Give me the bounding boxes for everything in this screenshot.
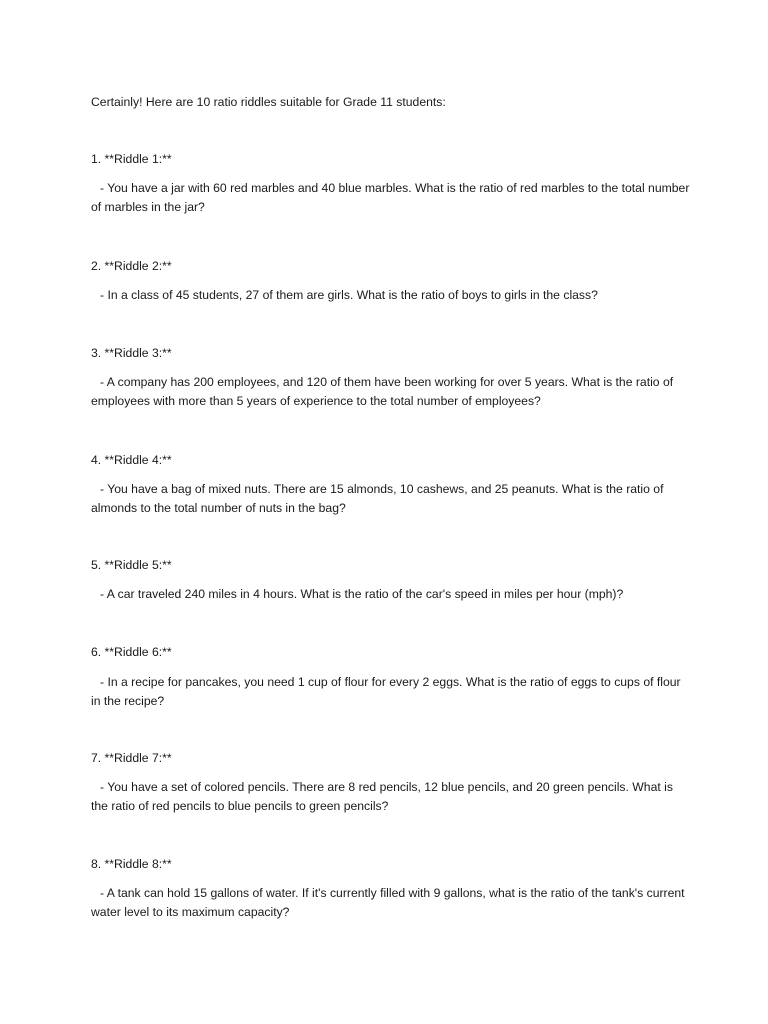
riddle-5-text: - A car traveled 240 miles in 4 hours. What is the ratio of the car's speed in miles per hour (mph)?: [100, 587, 624, 601]
riddle-6-heading: 6. **Riddle 6:**: [91, 645, 172, 659]
riddle-2-text: - In a class of 45 students, 27 of them are girls. What is the ratio of boys to girls in the class?: [100, 288, 598, 302]
riddle-4-text: - You have a bag of mixed nuts. There are 15 almonds, 10 cashews, and 25 peanuts. What is the ratio of almonds to the total number of nuts in the bag?: [91, 482, 664, 515]
riddle-8-heading: 8. **Riddle 8:**: [91, 857, 172, 871]
intro-text: Certainly! Here are 10 ratio riddles suitable for Grade 11 students:: [91, 95, 446, 109]
riddle-6-text: - In a recipe for pancakes, you need 1 cup of flour for every 2 eggs. What is the ratio of eggs to cups of flour in the recipe?: [91, 675, 681, 708]
riddle-7-heading: 7. **Riddle 7:**: [91, 751, 172, 765]
riddle-4-heading: 4. **Riddle 4:**: [91, 453, 172, 467]
riddle-8-text: - A tank can hold 15 gallons of water. If it's currently filled with 9 gallons, what is the ratio of the tank's current water level to its maximum capacity?: [91, 886, 685, 919]
riddle-3-heading: 3. **Riddle 3:**: [91, 346, 172, 360]
riddle-1-heading: 1. **Riddle 1:**: [91, 152, 172, 166]
riddle-5-heading: 5. **Riddle 5:**: [91, 558, 172, 572]
riddle-1-text: - You have a jar with 60 red marbles and 40 blue marbles. What is the ratio of red marbles to the total number of marbles in the jar?: [91, 181, 690, 214]
riddle-7-text: - You have a set of colored pencils. There are 8 red pencils, 12 blue pencils, and 20 green pencils. What is the ratio of red pencils to blue pencils to green pencils?: [91, 780, 673, 813]
riddle-2-heading: 2. **Riddle 2:**: [91, 259, 172, 273]
riddle-3-text: - A company has 200 employees, and 120 of them have been working for over 5 years. What is the ratio of employees with more than 5 years of experience to the total number of employees?: [91, 375, 674, 408]
